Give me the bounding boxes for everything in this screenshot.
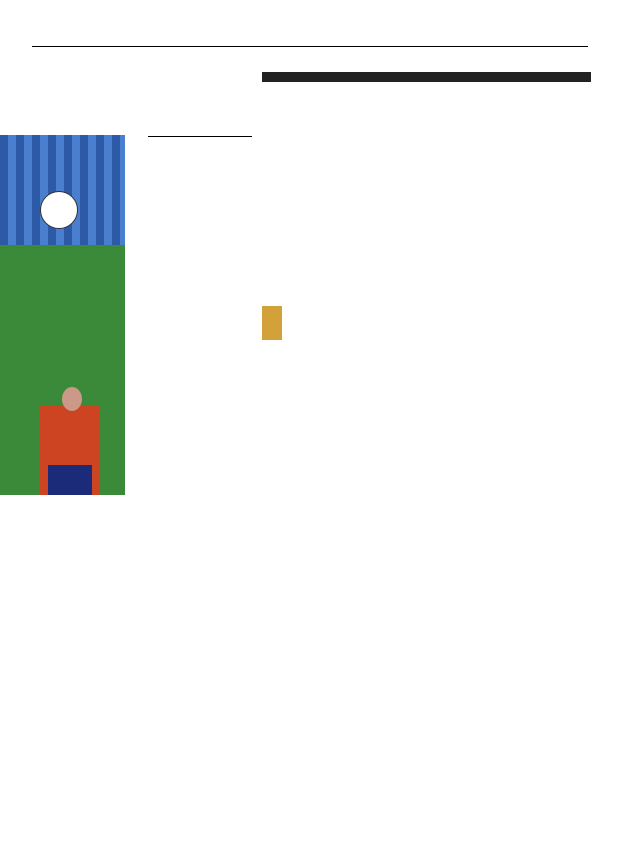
player-shorts bbox=[48, 465, 92, 495]
results-table bbox=[262, 87, 342, 89]
player-head bbox=[62, 387, 82, 411]
claves-title bbox=[148, 136, 252, 140]
page-header bbox=[32, 32, 588, 47]
next-round-table bbox=[262, 198, 342, 200]
ball-icon bbox=[40, 191, 78, 229]
standings-section-title bbox=[262, 72, 591, 82]
results-matrix bbox=[262, 306, 588, 564]
claves-box bbox=[148, 136, 252, 148]
match-photo bbox=[0, 135, 125, 495]
